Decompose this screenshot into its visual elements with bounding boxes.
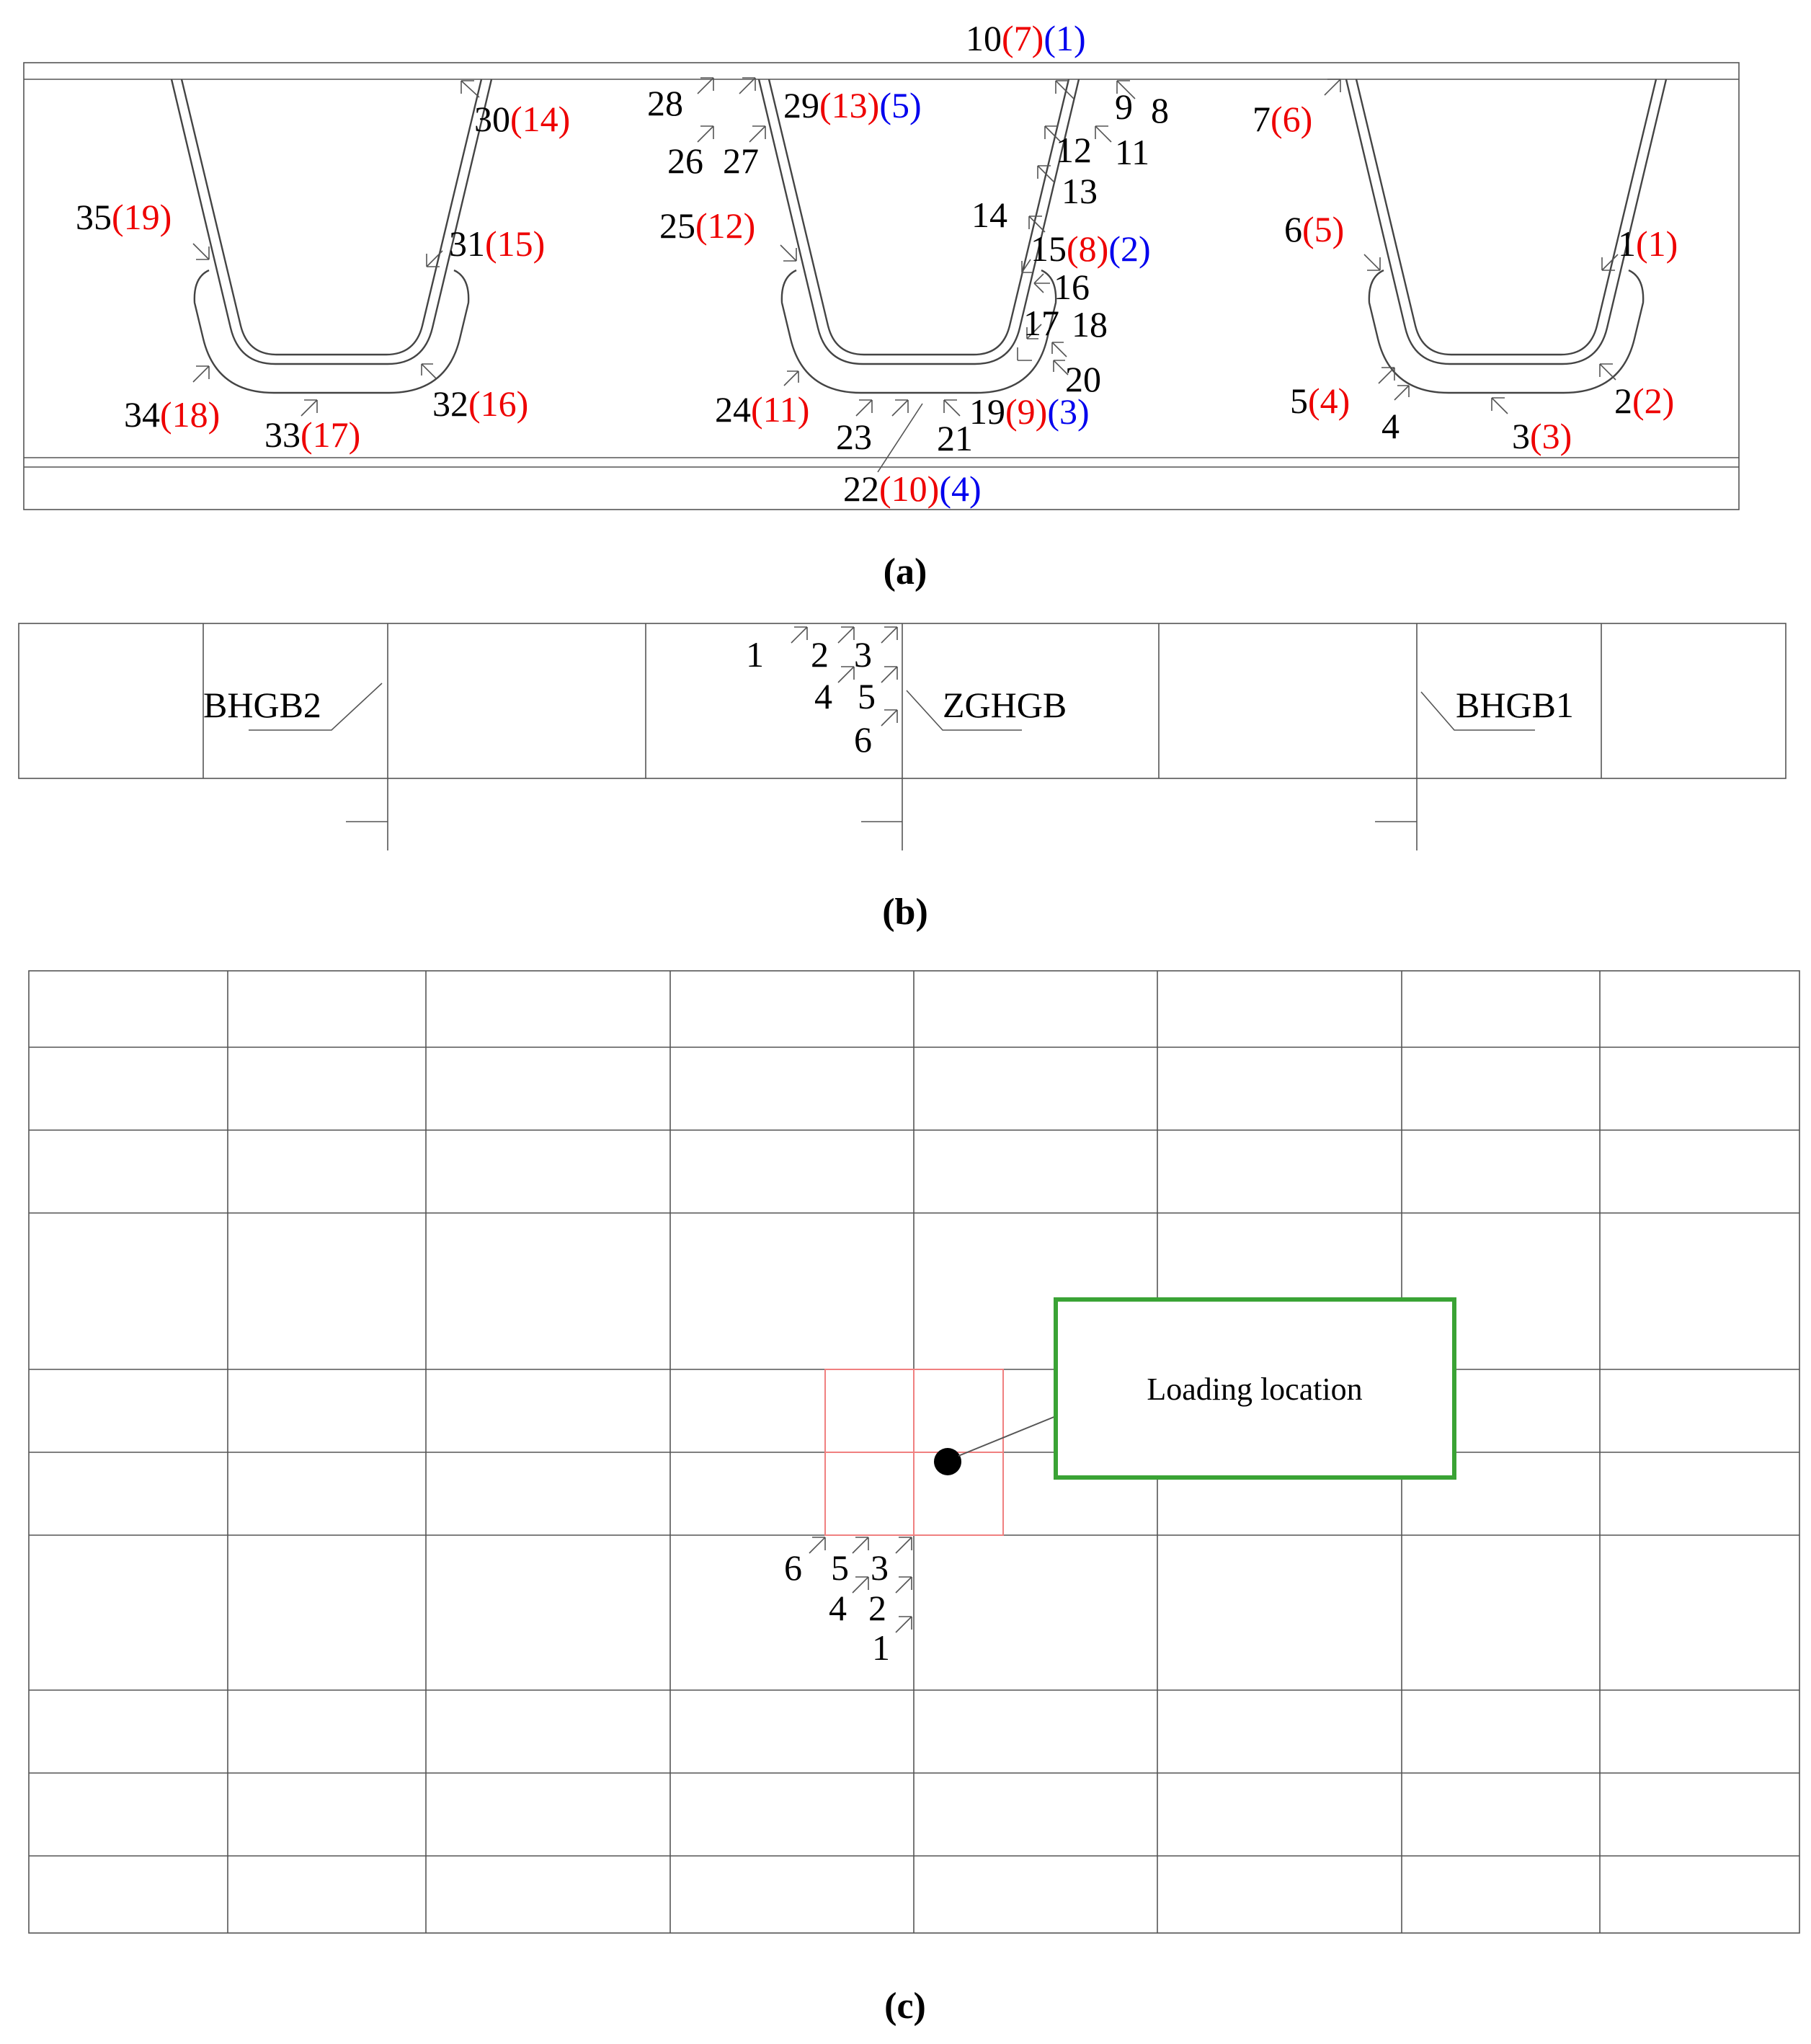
gauge-label-a-23 bbox=[124, 394, 220, 435]
gauge-c-1: 1 bbox=[872, 1627, 890, 1668]
gauge-b-1: 1 bbox=[746, 634, 764, 675]
gauge-label-a-2 bbox=[783, 85, 922, 125]
gauge-label-a-26 bbox=[969, 391, 1090, 432]
gauge-c-6: 6 bbox=[784, 1547, 802, 1588]
gauge-label-part: 32 bbox=[432, 383, 468, 424]
gauge-label-a-17 bbox=[1031, 228, 1151, 269]
gauge-label-part: 13 bbox=[1062, 171, 1098, 211]
gauge-label-a-3 bbox=[474, 99, 570, 139]
panel-b-plan-view bbox=[19, 623, 1786, 933]
gauge-label-part: 8 bbox=[1151, 90, 1169, 130]
panel-a-cross-section bbox=[24, 18, 1739, 592]
gauge-b-5: 5 bbox=[858, 676, 876, 716]
gauge-label-part: (17) bbox=[301, 414, 361, 455]
gauge-label-part: 29 bbox=[783, 85, 819, 125]
gauge-label-part: 10 bbox=[966, 18, 1002, 58]
u-rib-left bbox=[172, 79, 491, 393]
gauge-label-a-13 bbox=[659, 205, 755, 246]
gauge-label-part: (3) bbox=[1047, 391, 1090, 432]
caption-c: (c) bbox=[884, 1986, 926, 2027]
gauge-label-a-10 bbox=[1115, 132, 1149, 172]
gauge-label-part: 26 bbox=[667, 141, 703, 181]
gauge-label-a-1 bbox=[647, 83, 683, 123]
gauge-c-5: 5 bbox=[831, 1547, 849, 1588]
gauge-label-a-11 bbox=[1062, 171, 1098, 211]
gauge-label-a-24 bbox=[432, 383, 528, 424]
gauge-label-part: (5) bbox=[1302, 209, 1345, 249]
callout-label: Loading location bbox=[1147, 1372, 1363, 1407]
gauge-b-2: 2 bbox=[811, 634, 829, 675]
gauge-label-a-30 bbox=[836, 417, 872, 457]
gauge-label-a-8 bbox=[723, 141, 759, 181]
gauge-label-part: 18 bbox=[1072, 304, 1108, 345]
gauge-label-part: (5) bbox=[879, 85, 922, 125]
gauge-label-a-34 bbox=[843, 468, 982, 509]
gauge-b-3: 3 bbox=[854, 634, 872, 675]
gauge-label-part: (10) bbox=[879, 468, 940, 509]
gauge-label-a-19 bbox=[1054, 267, 1090, 307]
gauge-label-part: (15) bbox=[485, 223, 546, 264]
gauge-label-part: 33 bbox=[264, 414, 301, 455]
gauge-label-a-0 bbox=[966, 18, 1086, 58]
gauge-label-a-28 bbox=[1614, 381, 1674, 421]
caption-a: (a) bbox=[883, 551, 927, 592]
gauge-label-part: 22 bbox=[843, 468, 879, 509]
gauge-label-part: (14) bbox=[510, 99, 571, 139]
gauge-label-part: (12) bbox=[695, 205, 756, 246]
gauge-label-part: 27 bbox=[723, 141, 759, 181]
gauge-label-a-4 bbox=[1115, 86, 1133, 127]
gauge-c-4: 4 bbox=[829, 1588, 847, 1628]
gauge-label-a-18 bbox=[1618, 223, 1678, 264]
gauge-label-part: (13) bbox=[819, 85, 880, 125]
gauge-label-part: (18) bbox=[160, 394, 221, 435]
gauge-label-a-33 bbox=[1512, 416, 1572, 456]
gauge-label-part: 30 bbox=[474, 99, 510, 139]
gauge-label-part: (4) bbox=[939, 468, 982, 509]
gauge-label-part: (7) bbox=[1002, 18, 1044, 58]
gauge-label-part: (19) bbox=[112, 197, 172, 237]
gauge-label-part: 35 bbox=[76, 197, 112, 237]
gauge-label-a-31 bbox=[937, 418, 973, 458]
gauge-label-part: 25 bbox=[659, 205, 695, 246]
gauge-label-part: (2) bbox=[1632, 381, 1675, 421]
gauge-label-part: 9 bbox=[1115, 86, 1133, 127]
gauge-label-part: 24 bbox=[715, 389, 751, 430]
gauge-label-part: 15 bbox=[1031, 228, 1067, 269]
gauge-label-part: 20 bbox=[1065, 359, 1101, 399]
gauge-label-a-5 bbox=[1151, 90, 1169, 130]
gauge-label-part: 14 bbox=[971, 195, 1007, 235]
gauge-label-part: (16) bbox=[468, 383, 529, 424]
gauge-label-a-16 bbox=[449, 223, 545, 264]
gauge-label-a-20 bbox=[1023, 303, 1059, 343]
gauge-label-part: 11 bbox=[1115, 132, 1150, 172]
gauge-label-part: 6 bbox=[1284, 209, 1302, 249]
gauge-label-part: 1 bbox=[1618, 223, 1636, 264]
gauge-label-part: 19 bbox=[969, 391, 1005, 432]
gauge-label-part: (3) bbox=[1530, 416, 1572, 456]
gauge-label-a-9 bbox=[1056, 130, 1092, 170]
gauge-label-part: (1) bbox=[1636, 223, 1678, 264]
loading-patch bbox=[825, 1369, 1003, 1535]
gauge-label-a-25 bbox=[715, 389, 809, 430]
gauge-label-a-6 bbox=[1252, 99, 1312, 139]
panel-a-gauge-labels bbox=[76, 18, 1678, 509]
gauge-label-a-15 bbox=[1284, 209, 1344, 249]
gauge-label-part: 4 bbox=[1381, 406, 1400, 446]
gauge-c-3: 3 bbox=[871, 1547, 889, 1588]
gauge-label-part: 21 bbox=[937, 418, 973, 458]
panel-c-loading-grid bbox=[29, 971, 1799, 2027]
gauge-b-6: 6 bbox=[854, 719, 872, 760]
gauge-label-part: (2) bbox=[1108, 228, 1151, 269]
beam-label-bhgb1: BHGB1 bbox=[1456, 685, 1574, 725]
gauge-c-2: 2 bbox=[868, 1588, 886, 1628]
panel-a-gauge-arrows bbox=[193, 78, 1618, 472]
gauge-label-part: 7 bbox=[1252, 99, 1271, 139]
gauge-label-part: (1) bbox=[1044, 18, 1086, 58]
gauge-label-part: 2 bbox=[1614, 381, 1632, 421]
gauge-label-a-27 bbox=[1290, 381, 1350, 421]
beam-label-bhgb2: BHGB2 bbox=[203, 685, 321, 725]
gauge-label-part: 5 bbox=[1290, 381, 1308, 421]
gauge-label-part: (8) bbox=[1067, 228, 1109, 269]
gauge-label-part: (4) bbox=[1308, 381, 1351, 421]
caption-b: (b) bbox=[882, 892, 928, 933]
gauge-label-part: 31 bbox=[449, 223, 485, 264]
beam-label-zghgb: ZGHGB bbox=[943, 685, 1067, 725]
gauge-label-part: (6) bbox=[1271, 99, 1313, 139]
gauge-label-a-12 bbox=[76, 197, 172, 237]
gauge-label-a-21 bbox=[1072, 304, 1108, 345]
gauge-label-a-7 bbox=[667, 141, 703, 181]
gauge-label-part: 17 bbox=[1023, 303, 1059, 343]
load-point-marker bbox=[934, 1448, 961, 1475]
gauge-label-part: 16 bbox=[1054, 267, 1090, 307]
gauge-label-part: 23 bbox=[836, 417, 872, 457]
gauge-label-a-32 bbox=[1381, 406, 1400, 446]
gauge-b-4: 4 bbox=[814, 676, 832, 716]
gauge-label-part: 3 bbox=[1512, 416, 1530, 456]
gauge-label-part: 12 bbox=[1056, 130, 1092, 170]
gauge-label-part: (9) bbox=[1005, 391, 1048, 432]
gauge-label-part: 34 bbox=[124, 394, 160, 435]
gauge-label-a-14 bbox=[971, 195, 1007, 235]
gauge-label-a-29 bbox=[264, 414, 360, 455]
gauge-label-part: 28 bbox=[647, 83, 683, 123]
gauge-label-part: (11) bbox=[751, 389, 810, 430]
